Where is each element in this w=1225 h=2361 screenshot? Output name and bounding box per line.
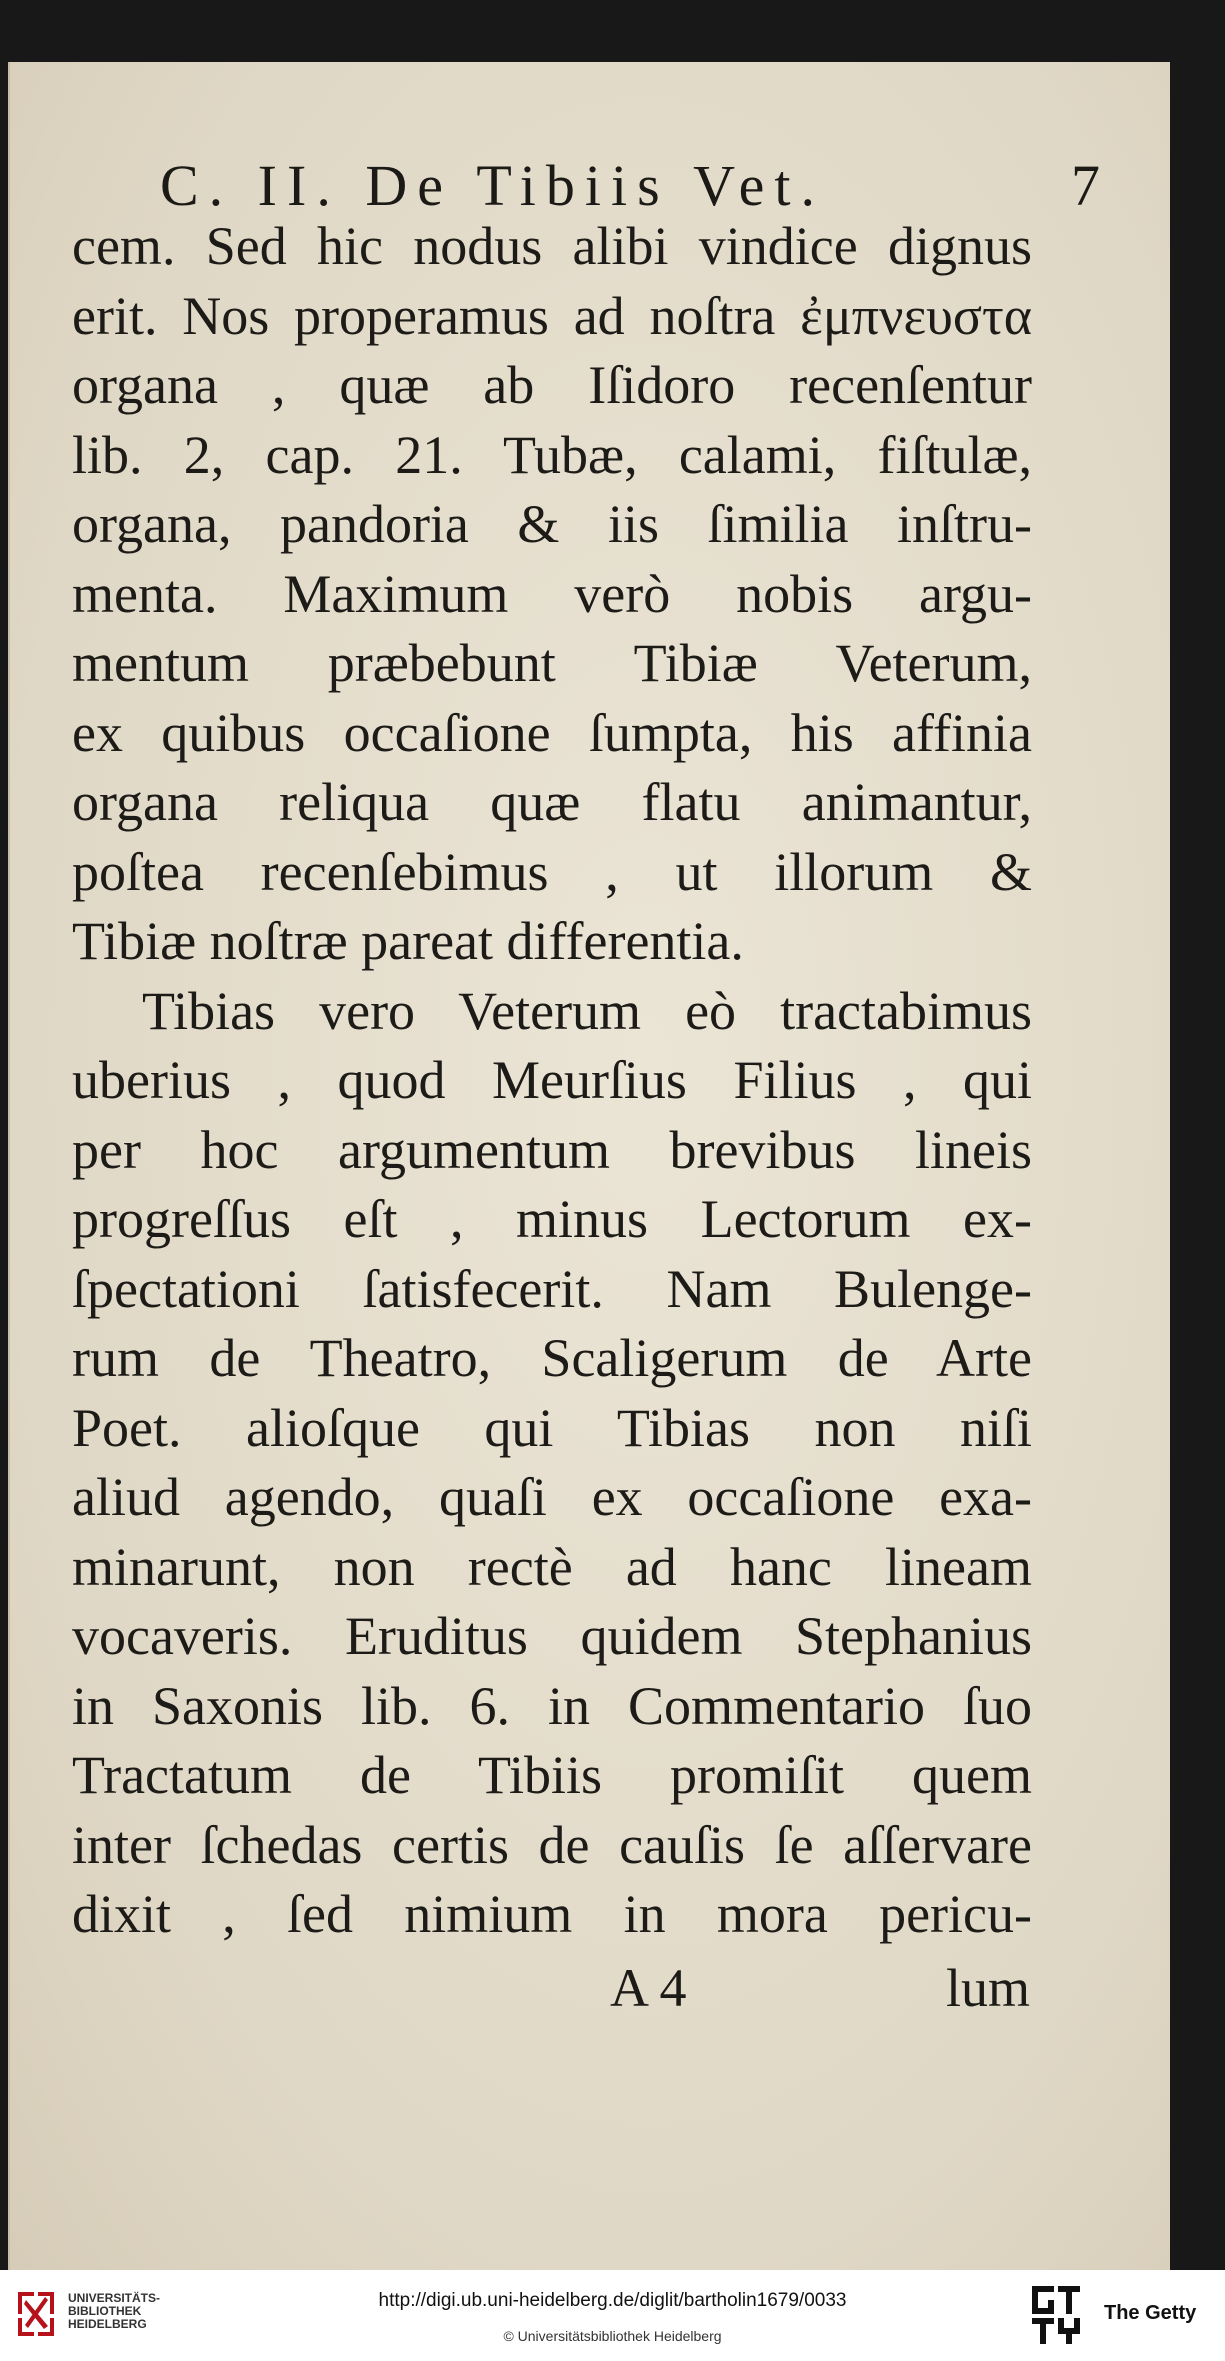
partner-name: The Getty [1104,2302,1197,2324]
text-line: ſpectationi ſatisfecerit. Nam Bulenge- [72,1258,1032,1319]
text-line: progreſſus eſt , minus Lectorum ex- [72,1189,1032,1249]
book-page [8,62,1170,2270]
permalink-url[interactable]: http://digi.ub.uni-heidelberg.de/diglit/bartholin1679/0033 [378,2290,847,2311]
text-line: ex quibus occaſione ſumpta, his affinia [72,702,1032,763]
running-head [160,152,1120,219]
text-line: in Saxonis lib. 6. in Commentario ſuo [72,1675,1032,1736]
running-head-title: C. II. De Tibiis Vet. [160,153,825,218]
text-line: organa, pandoria & iis ſimilia inſtru- [72,494,1032,554]
text-line: poſtea recenſebimus , ut illorum & [72,841,1032,902]
page-number: 7 [1071,153,1100,218]
text-line: minarunt, non rectè ad hanc lineam [72,1536,1032,1597]
text-line: Tibias vero Veterum eò tractabimus [142,980,1032,1041]
text-line: Tibiæ noſtræ pareat differentia. [72,911,744,971]
getty-logo-icon [1030,2284,1082,2346]
copyright-notice: © Universitätsbibliothek Heidelberg [503,2328,722,2344]
text-line: organa reliqua quæ flatu animantur, [72,772,1032,832]
viewer-footer [0,2270,1225,2361]
text-line: per hoc argumentum brevibus lineis [72,1119,1032,1180]
text-line: inter ſchedas certis de cauſis ſe aſſervare [72,1814,1032,1875]
text-line: menta. Maximum verò nobis argu- [72,563,1032,624]
text-line: cem. Sed hic nodus alibi vindice dignus [72,216,1032,276]
institution-line: UNIVERSITÄTS- [68,2291,161,2305]
institution-line: BIBLIOTHEK [68,2304,142,2318]
text-line: mentum præbebunt Tibiæ Veterum, [72,633,1032,693]
text-line: uberius , quod Meurſius Filius , qui [72,1050,1032,1110]
text-line: lib. 2, cap. 21. Tubæ, calami, fiſtulæ, [72,424,1032,485]
text-line: dixit , ſed nimium in mora pericu- [72,1884,1032,1944]
text-line: organa , quæ ab Iſidoro recenſentur [72,355,1032,415]
signature-mark: A 4 [610,1958,687,2018]
catchword: lum [945,1958,1030,2018]
text-line: Tractatum de Tibiis promiſit quem [72,1745,1032,1805]
body-text [72,212,1032,1950]
text-line: rum de Theatro, Scaligerum de Arte [72,1328,1032,1388]
institution-line: HEIDELBERG [68,2317,147,2331]
text-line: Poet. alioſque qui Tibias non niſi [72,1397,1032,1458]
text-line: vocaveris. Eruditus quidem Stephanius [72,1606,1032,1666]
text-line: erit. Nos properamus ad noſtra ἐμπνευστα [72,285,1032,346]
text-line: aliud agendo, quaſi ex occaſione exa- [72,1467,1032,1527]
